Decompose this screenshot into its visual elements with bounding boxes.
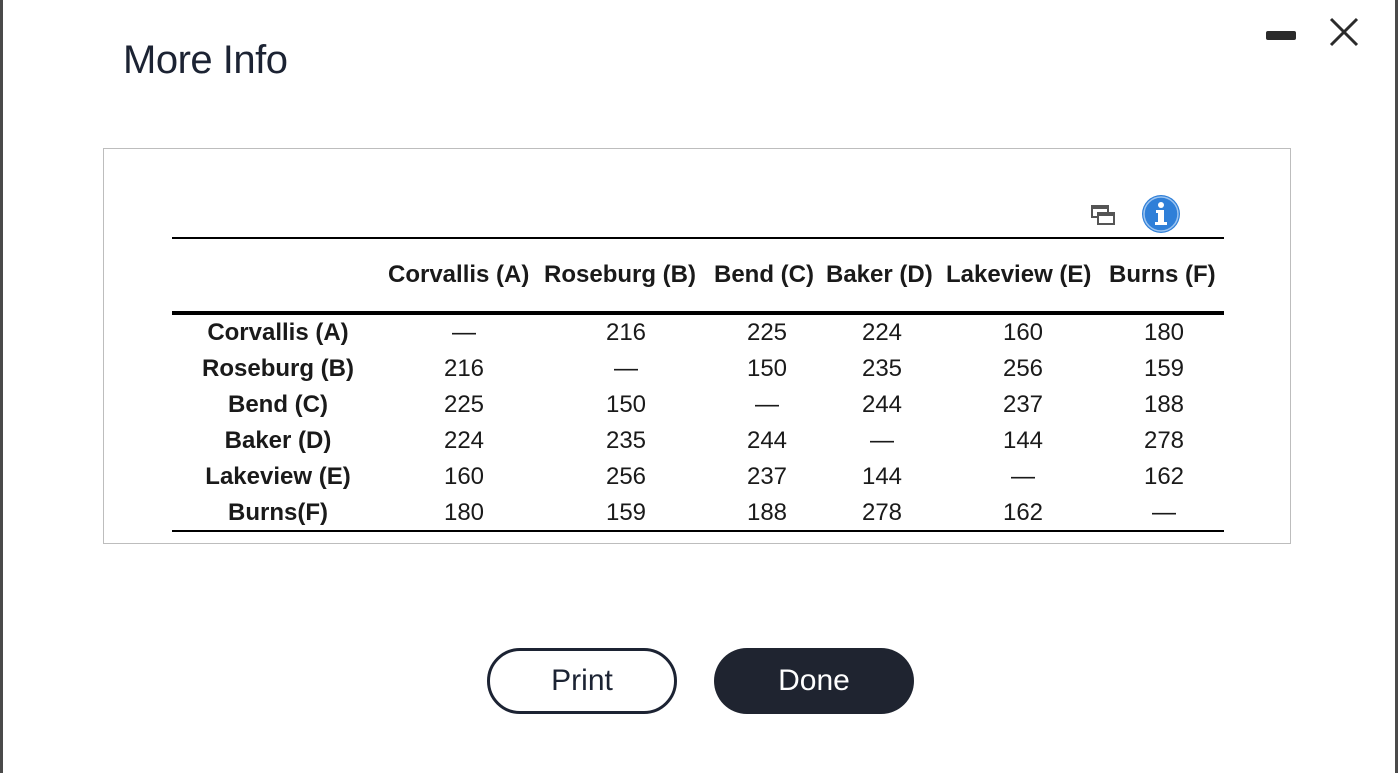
table-header-rule: [172, 311, 1224, 315]
table-cell: 224: [861, 319, 903, 346]
column-header: Burns (F): [1109, 261, 1216, 288]
table-top-rule: [172, 237, 1224, 239]
column-header: Lakeview (E): [946, 261, 1092, 288]
close-icon[interactable]: [1326, 14, 1362, 50]
table-cell: 216: [605, 319, 647, 346]
table-cell: 159: [1143, 355, 1185, 382]
data-table-panel: [103, 148, 1291, 544]
column-header: Corvallis (A): [388, 261, 530, 288]
done-button[interactable]: Done: [714, 648, 914, 714]
table-cell: 160: [443, 463, 485, 490]
table-cell: —: [614, 355, 638, 382]
column-header: Baker (D): [826, 261, 933, 288]
table-cell: 180: [443, 499, 485, 526]
table-cell: 237: [746, 463, 788, 490]
table-cell: 144: [1002, 427, 1044, 454]
row-label: Burns(F): [228, 499, 328, 526]
table-cell: 278: [861, 499, 903, 526]
table-cell: 256: [605, 463, 647, 490]
table-cell: —: [870, 427, 894, 454]
table-cell: 235: [605, 427, 647, 454]
window-frame-left: [0, 0, 3, 773]
table-cell: —: [452, 319, 476, 346]
row-label: Baker (D): [224, 427, 332, 454]
table-cell: 188: [746, 499, 788, 526]
table-cell: 144: [861, 463, 903, 490]
row-label: Bend (C): [228, 391, 328, 418]
minimize-icon[interactable]: [1266, 31, 1296, 41]
table-cell: 225: [746, 319, 788, 346]
table-cell: 162: [1002, 499, 1044, 526]
table-cell: 244: [861, 391, 903, 418]
table-cell: —: [1011, 463, 1035, 490]
row-label: Corvallis (A): [207, 319, 349, 346]
table-cell: 160: [1002, 319, 1044, 346]
table-cell: 256: [1002, 355, 1044, 382]
table-cell: 216: [443, 355, 485, 382]
print-button[interactable]: Print: [487, 648, 677, 714]
table-cell: 162: [1143, 463, 1185, 490]
column-header: Bend (C): [714, 261, 814, 288]
table-cell: 278: [1143, 427, 1185, 454]
column-header: Roseburg (B): [544, 261, 696, 288]
table-bottom-rule: [172, 530, 1224, 532]
table-cell: 225: [443, 391, 485, 418]
table-cell: 224: [443, 427, 485, 454]
table-cell: 159: [605, 499, 647, 526]
table-cell: —: [755, 391, 779, 418]
table-cell: 188: [1143, 391, 1185, 418]
table-cell: 235: [861, 355, 903, 382]
row-label: Roseburg (B): [202, 355, 354, 382]
table-cell: 244: [746, 427, 788, 454]
table-cell: 150: [605, 391, 647, 418]
table-cell: 237: [1002, 391, 1044, 418]
dialog-title: More Info: [123, 38, 288, 82]
table-cell: 150: [746, 355, 788, 382]
info-icon[interactable]: [1140, 193, 1182, 235]
row-label: Lakeview (E): [205, 463, 351, 490]
copy-icon[interactable]: [1090, 203, 1116, 227]
table-cell: 180: [1143, 319, 1185, 346]
table-cell: —: [1152, 499, 1176, 526]
